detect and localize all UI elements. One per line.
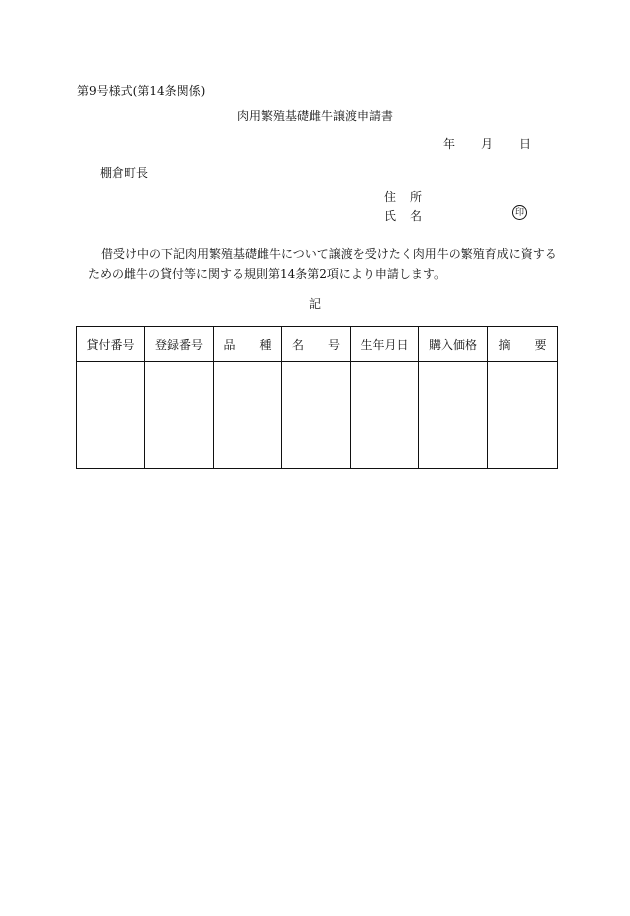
address-label [384,190,422,204]
addressee: 棚倉町長 [100,166,149,180]
date-year-label: 年 [443,137,456,151]
header-breed: 品 種 [214,327,282,362]
cell-birth-date[interactable] [351,362,419,469]
form-number: 第9号様式(第14条関係) [77,84,206,98]
name-label-char-2: 名 [410,209,423,223]
header-birth-date: 生年月日 [351,327,419,362]
header-animal-name: 名 号 [282,327,351,362]
body-line-2: ための雌牛の貸付等に関する規則第14条第2項により申請します。 [88,267,446,281]
name-label-char-1: 氏 [384,209,397,223]
cell-remarks[interactable] [488,362,558,469]
table-header-row [77,327,558,362]
header-purchase-price: 購入価格 [419,327,488,362]
date-month-label: 月 [481,137,494,151]
cell-breed[interactable] [214,362,282,469]
date-day-label: 日 [519,137,532,151]
cell-purchase-price[interactable] [419,362,488,469]
cell-animal-name[interactable] [282,362,351,469]
document-title: 肉用繁殖基礎雌牛譲渡申請書 [236,109,393,123]
address-label-char-1: 住 [384,190,397,204]
date-line [443,137,531,151]
cell-registration-number[interactable] [145,362,214,469]
body-text [88,244,558,284]
address-label-char-2: 所 [410,190,423,204]
name-label [384,209,422,223]
header-registration-number: 登録番号 [145,327,214,362]
cell-loan-number[interactable] [77,362,145,469]
header-loan-number: 貸付番号 [77,327,145,362]
table-row [77,362,558,469]
header-remarks: 摘 要 [488,327,558,362]
body-line-1: 借受け中の下記肉用繁殖基礎雌牛について譲渡を受けたく肉用牛の繁殖育成に資する [101,247,557,261]
ki-heading: 記 [308,297,321,311]
livestock-table [76,326,558,469]
seal-mark: 印 [512,205,527,220]
